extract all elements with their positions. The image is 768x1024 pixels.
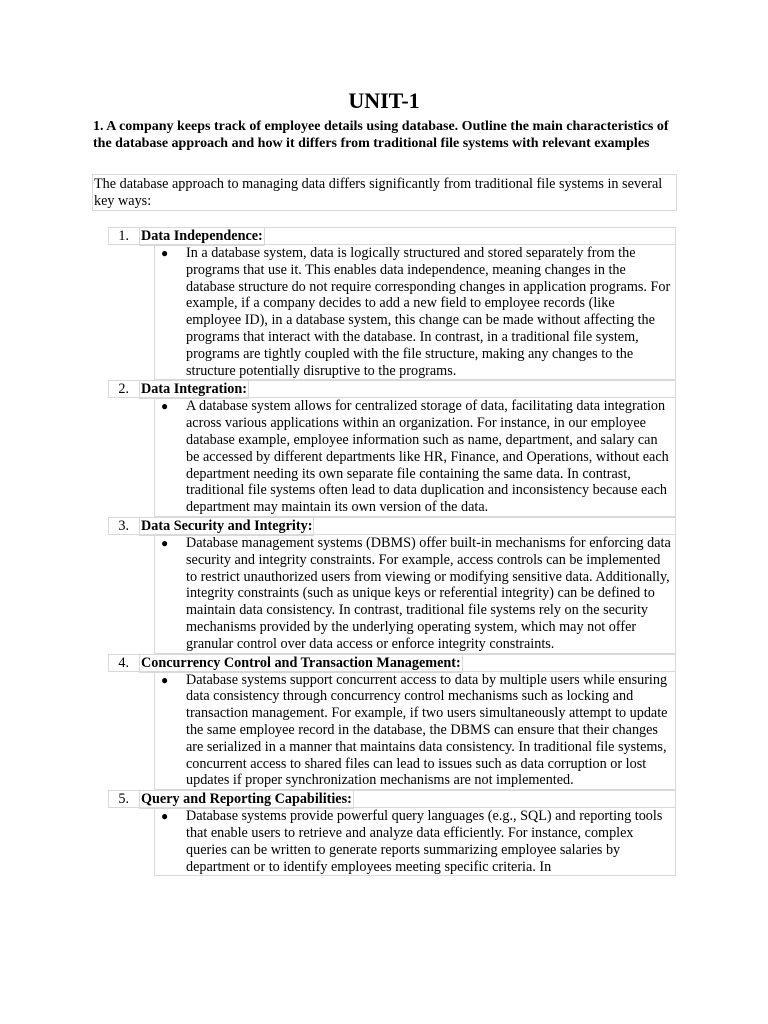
list-item-bullet (154, 245, 676, 380)
list-item-heading (108, 517, 676, 535)
list-item-bullet (154, 398, 676, 517)
list-item-title: Concurrency Control and Transaction Management: (141, 654, 461, 671)
intro-paragraph: The database approach to managing data differs significantly from traditional file systems in several key ways: (92, 174, 677, 211)
bullet-text: A database system allows for centralized storage of data, facilitating data integration across various applications within an organization. For instance, in our employee database example, employee information such as name, department, and salary can be accessed by different departments like HR, Finance, and Operations, without each department needing its own separate file containing the same data. In contrast, traditional file systems often lead to data duplication and inconsistency because each department may maintain its own version of the data. (186, 398, 669, 516)
list-item-title: Data Independence: (141, 228, 263, 244)
list-item-heading (108, 790, 676, 808)
bullet-icon: ● (161, 672, 169, 687)
bullet-icon: ● (161, 809, 169, 824)
bullet-text: Database systems support concurrent access to data by multiple users while ensuring data consistency through concurrency control mechanisms such as locking and transaction management. For example, if two users simultaneously attempt to update the same employee record in the database, the DBMS can ensure that their changes are serialized in a manner that maintains data consistency. In traditional file systems, concurrent access to shared files can lead to issues such as data corruption or lost updates if proper synchronization mechanisms are not implemented. (186, 671, 668, 789)
list-item-title: Data Integration: (141, 381, 247, 398)
list-item-number: 5. (118, 791, 129, 808)
list-item-title: Data Security and Integrity: (141, 517, 313, 534)
bullet-text: In a database system, data is logically structured and stored separately from the programs that use it. This enables data independence, meaning changes in the database structure do not require corresponding changes in application programs. For example, if a company decides to add a new field to employee records (like employee ID), in a database system, this change can be made without affecting the programs that interact with the database. In contrast, in a traditional file system, programs are tightly coupled with the file structure, making any changes to the structure potentially disruptive to the programs. (186, 245, 671, 379)
list-item-number: 4. (118, 654, 129, 671)
list-item-bullet (154, 808, 676, 876)
question-heading: 1. A company keeps track of employee details using database. Outline the main characteristics of the database approach and how it differs from traditional file systems with relevant examples (93, 119, 669, 151)
list-item-bullet (154, 535, 676, 654)
list-item-bullet (154, 672, 676, 791)
page-title: UNIT-1 (348, 88, 420, 113)
list-item-heading (108, 380, 676, 398)
list-item-heading (108, 227, 676, 245)
bullet-icon: ● (161, 535, 169, 550)
bullet-text: Database systems provide powerful query languages (e.g., SQL) and reporting tools that enable users to retrieve and analyze data efficiently. For instance, complex queries can be written to generate reports summarizing employee salaries by department or to identify employees meeting specific criteria. In (186, 808, 663, 875)
list-item-number: 3. (118, 517, 129, 534)
numbered-list (108, 227, 676, 876)
bullet-icon: ● (161, 246, 169, 260)
bullet-text: Database management systems (DBMS) offer built-in mechanisms for enforcing data security and integrity constraints. For example, access controls can be implemented to restrict unauthorized users from viewing or modifying sensitive data. Additionally, integrity constraints (such as unique keys or referential integrity) can be defined to maintain data consistency. In contrast, traditional file systems rely on the security mechanisms provided by the underlying operating system, which may not offer granular control over data access or enforce integrity constraints. (186, 534, 671, 652)
bullet-icon: ● (161, 399, 169, 414)
list-item-heading (108, 654, 676, 672)
list-item-title: Query and Reporting Capabilities: (141, 791, 352, 808)
list-item-number: 2. (118, 381, 129, 398)
list-item-number: 1. (118, 228, 129, 244)
